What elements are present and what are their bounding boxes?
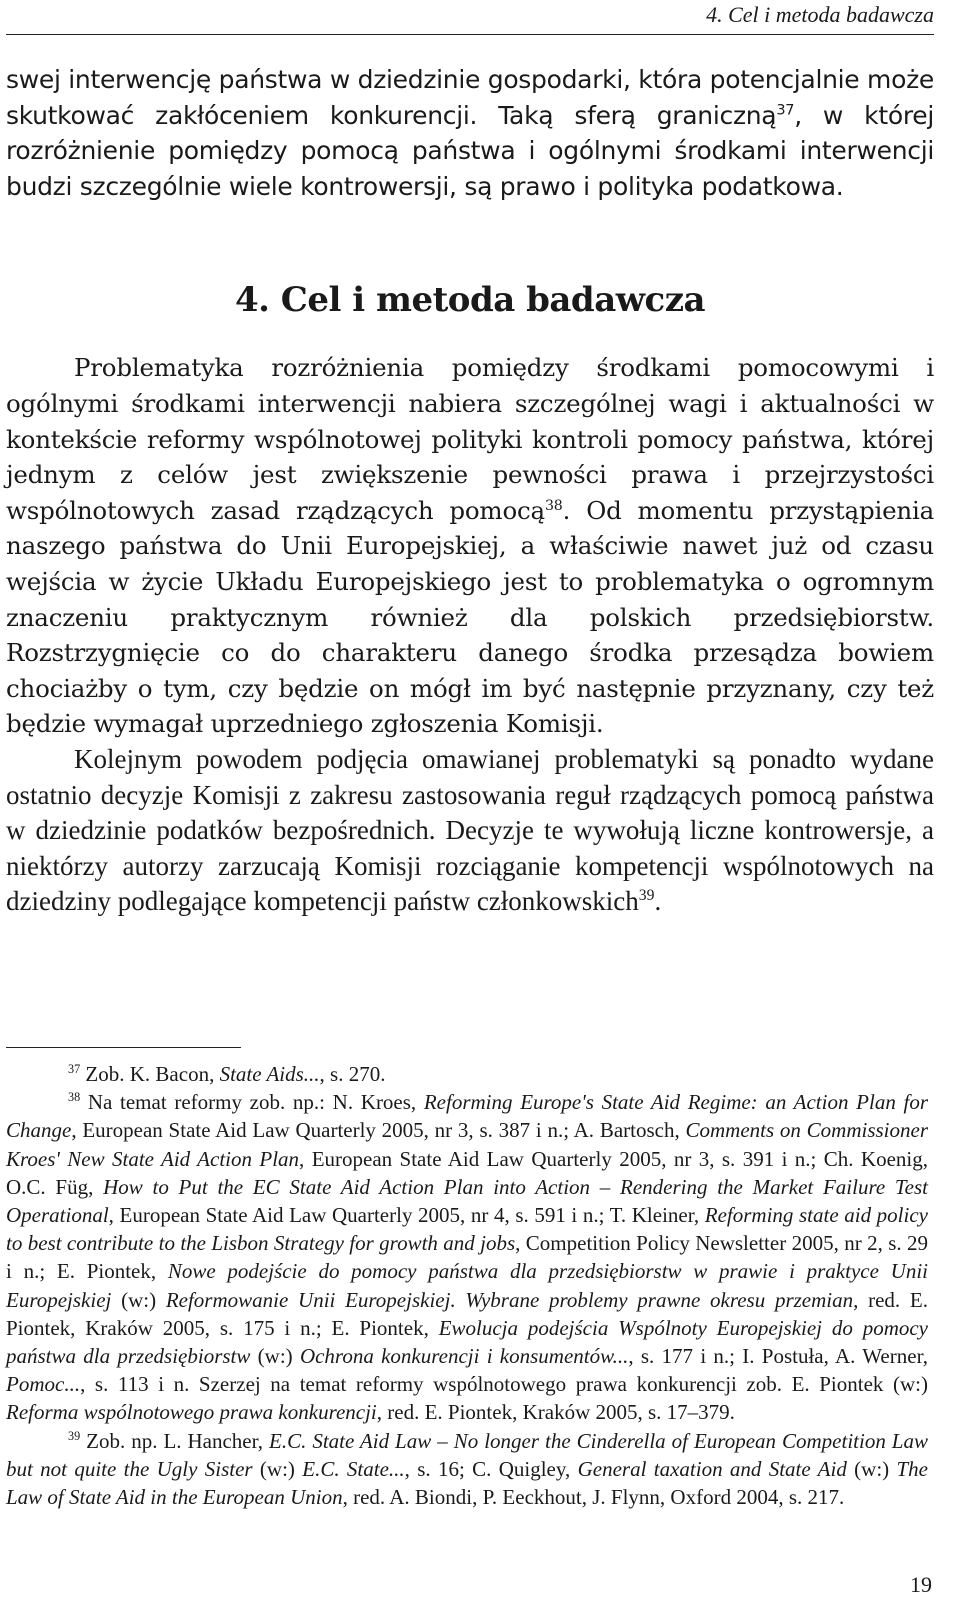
- paragraph-1-text-a: Problematyka rozróżnienia pomiędzy środkami pomocowymi i ogólnymi środkami interwencji nabiera szczególnej wagi i aktualności w kontekście reformy wspólnotowej polityki kontroli pomocy państwa, której jednym z celów jest zwiększenie pewności prawa i przejrzystości wspólnotowych zasad rządzących pomocą: [6, 353, 934, 525]
- footnote-number: 39: [68, 1428, 81, 1443]
- footnote-title-italic: Reforming Europe's State Aid Regime: an Action Plan for Change: [6, 1090, 928, 1143]
- footnote-text: (w:): [846, 1456, 897, 1481]
- footnote-ref-37[interactable]: 37: [776, 102, 795, 119]
- footnotes: [6, 1060, 928, 1511]
- footnote-number: 38: [68, 1090, 81, 1105]
- paragraph-2-text: Kolejnym powodem podjęcia omawianej problematyki są ponadto wydane ostatnio decyzje Komisji z zakresu zastosowania reguł rządzących pomocą państwa w dziedzinie podatków bezpośrednich. Decyzje te wywołują liczne kontrowersje, a niektórzy autorzy zarzucają Komisji rozciąganie kompetencji wspólnotowych na dziedziny podlegające kompetencji państw członkowskich: [6, 743, 934, 917]
- running-head: [6, 2, 934, 35]
- footnote-text: (w:): [111, 1287, 166, 1312]
- section-heading: 4. Cel i metoda badawcza: [234, 280, 706, 321]
- footnote-title-italic: E.C. State Aid Law – No longer the Cinderella of European Competition Law but not quite the Ugly Sister: [6, 1428, 928, 1481]
- footnote-text: , red. E. Piontek, Kraków 2005, s. 17–379.: [376, 1400, 735, 1425]
- footnote-title-italic: Ochrona konkurencji i konsumentów...: [299, 1344, 629, 1369]
- intro-text: swej interwencję państwa w dziedzinie gospodarki, która potencjalnie może skutkować zakłóceniem konkurencji. Taką sferą graniczną: [6, 65, 934, 130]
- footnote-ref-38[interactable]: 38: [544, 497, 563, 514]
- paragraph-2: [6, 742, 934, 920]
- footnote-text: , red. A. Biondi, P. Eeckhout, J. Flynn, Oxford 2004, s. 217.: [342, 1485, 845, 1510]
- footnote-text: , European State Aid Law Quarterly 2005, nr 3, s. 391 i n.; Ch. Koenig, O.C. Füg,: [6, 1146, 928, 1199]
- footnote-39: [6, 1427, 928, 1512]
- footnote-title-italic: Reforma wspólnotowego prawa konkurencji: [6, 1400, 377, 1425]
- footnote-text: Na temat reformy zob. np.: N. Kroes,: [87, 1090, 424, 1115]
- paragraph-1: [6, 350, 934, 742]
- footnote-38: [6, 1088, 928, 1426]
- page-number: 19: [910, 1572, 932, 1597]
- footnote-title-italic: Reformowanie Unii Europejskiej. Wybrane problemy prawne okresu przemian: [165, 1287, 854, 1312]
- footnote-text: (w:): [250, 1344, 300, 1369]
- footnote-title-italic: E.C. State...: [302, 1456, 405, 1481]
- footnote-title-italic: Pomoc...: [6, 1372, 81, 1397]
- footnote-separator: [6, 1047, 241, 1048]
- footnote-text: (w:): [252, 1456, 303, 1481]
- footnote-title-italic: Comments on Commissioner Kroes' New State Aid Action Plan: [6, 1118, 929, 1171]
- main-text: [6, 62, 934, 920]
- footnote-text: , s. 113 i n. Szerzej na temat reformy wspólnotowego prawa konkurencji zob. E. Piontek (w:): [80, 1372, 928, 1397]
- footnote-text: , European State Aid Law Quarterly 2005, nr 3, s. 387 i n.; A. Bartosch,: [71, 1118, 686, 1143]
- running-head-text: 4. Cel i metoda badawcza: [706, 2, 934, 27]
- footnote-text: , Competition Policy Newsletter 2005, nr 2, s. 29 i n.; E. Piontek,: [6, 1231, 928, 1284]
- footnote-title-italic: Nowe podejście do pomocy państwa dla przedsiębiorstw w prawie i praktyce Unii Europejskiej: [6, 1259, 928, 1312]
- footnote-text: Zob. np. L. Hancher,: [86, 1428, 270, 1453]
- intro-text-after: , w której rozróżnienie pomiędzy pomocą państwa i ogólnymi środkami interwencji budzi szczególnie wiele kontrowersji, są prawo i polityka podatkowa.: [6, 100, 934, 201]
- footnote-title-italic: The Law of State Aid in the European Union: [6, 1456, 928, 1510]
- footnote-text: , s. 16; C. Quigley,: [404, 1456, 578, 1481]
- footnote-text: , s. 270.: [319, 1062, 386, 1086]
- footnote-title-italic: Ewolucja podejścia Wspólnoty Europejskiej do pomocy państwa dla przedsiębiorstw: [6, 1315, 928, 1369]
- footnote-text: , European State Aid Law Quarterly 2005, nr 4, s. 591 i n.; T. Kleiner,: [108, 1203, 705, 1228]
- footnote-number: 37: [68, 1062, 81, 1076]
- footnote-ref-39[interactable]: 39: [638, 887, 655, 905]
- footnote-text: , red. E. Piontek, Kraków 2005, s. 175 i n.; E. Piontek,: [6, 1287, 928, 1340]
- footnote-text: Zob. K. Bacon,: [85, 1062, 220, 1086]
- paragraph-2-text-after: .: [654, 886, 662, 917]
- footnote-37: [6, 1060, 928, 1088]
- footnote-title-italic: Reforming state aid policy to best contribute to the Lisbon Strategy for growth and jobs: [6, 1203, 928, 1256]
- footnote-title-italic: State Aids...: [219, 1062, 320, 1086]
- footnote-title-italic: How to Put the EC State Aid Action Plan into Action – Rendering the Market Failure Test Operational: [6, 1174, 929, 1228]
- footnote-text: , s. 177 i n.; I. Postuła, A. Werner,: [628, 1344, 928, 1369]
- footnote-title-italic: General taxation and State Aid: [577, 1456, 847, 1481]
- paragraph-1-text-b: . Od momentu przystąpienia naszego państwa do Unii Europejskiej, a właściwie nawet już od czasu wejścia w życie Układu Europejskiego jest to problematyka o ogromnym znaczeniu praktycznym również dla polskich przedsiębiorstw. Rozstrzygnięcie co do charakteru danego środka przesądza bowiem chociażby o tym, czy będzie on mógł im być następnie przyznany, czy też będzie wymagał uprzedniego zgłoszenia Komisji.: [6, 495, 935, 739]
- intro-paragraph: [6, 62, 934, 204]
